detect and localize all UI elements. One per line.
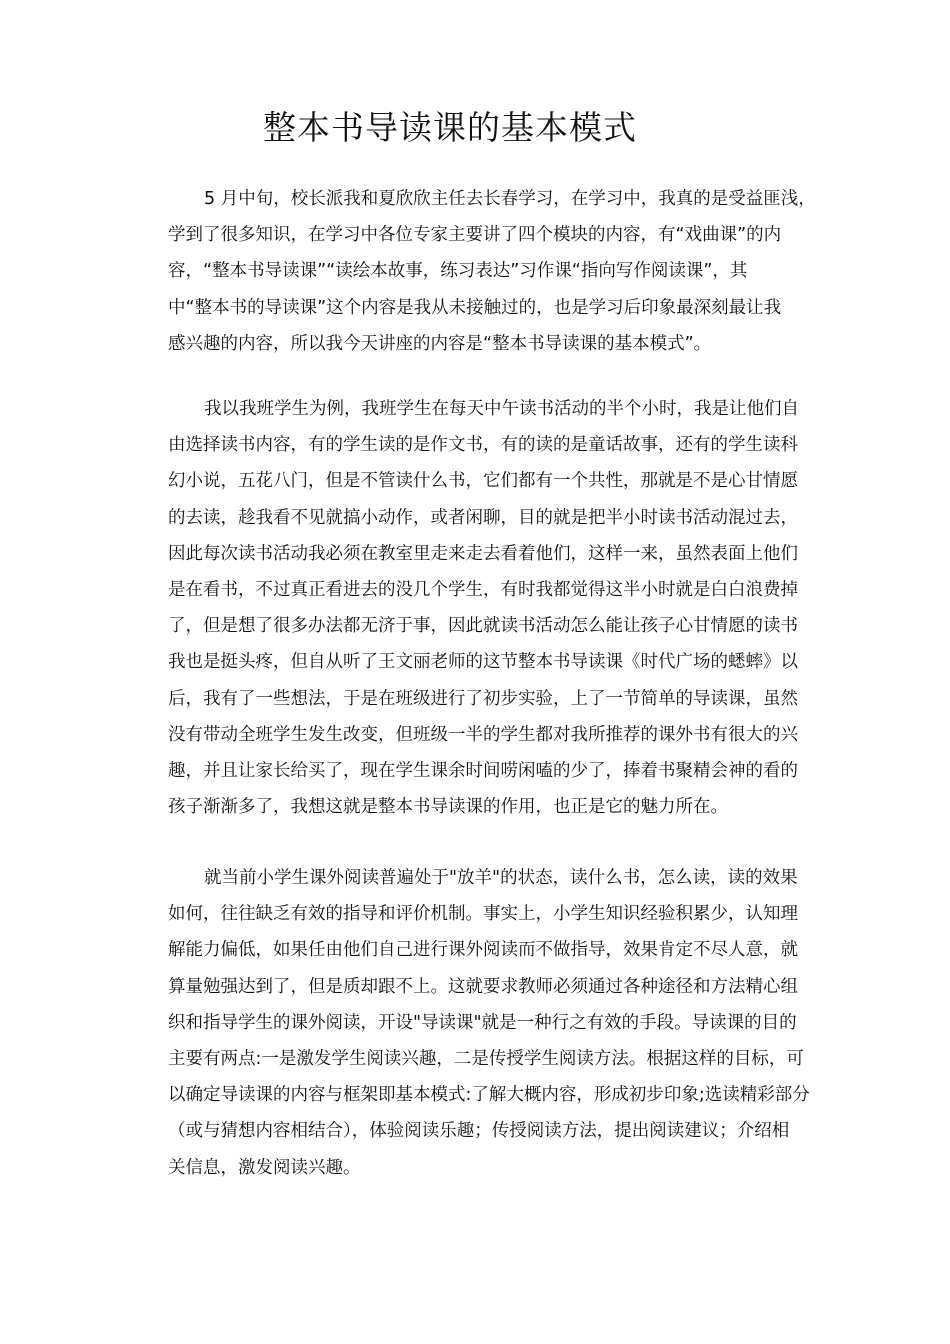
paragraph-line: 趣，并且让家长给买了，现在学生课余时间唠闲嗑的少了，捧着书聚精会神的看的: [168, 760, 798, 781]
paragraph-line: 因此每次读书活动我必须在教室里走来走去看着他们，这样一来，虽然表面上他们: [168, 543, 798, 564]
paragraph-line: 容，“整本书导读课”“读绘本故事，练习表达”习作课“指向写作阅读课”，其: [168, 261, 748, 282]
paragraph-line: 感兴趣的内容，所以我今天讲座的内容是“整本书导读课的基本模式”。: [168, 333, 712, 354]
paragraph-line: 算量勉强达到了，但是质却跟不上。这就要求教师必须通过各种途径和方法精心组: [168, 976, 798, 997]
paragraph-line: 关信息，激发阅读兴趣。: [168, 1157, 361, 1178]
paragraph-line: 5 月中旬，校长派我和夏欣欣主任去长春学习，在学习中，我真的是受益匪浅，: [204, 189, 816, 209]
paragraph-line: 以确定导读课的内容与框架即基本模式:了解大概内容，形成初步印象;选读精彩部分: [168, 1085, 810, 1106]
paragraph-line: 幻小说，五花八门，但是不管读什么书，它们都有一个共性，那就是不是心甘情愿: [168, 471, 798, 492]
paragraph-line: 由选择读书内容，有的学生读的是作文书，有的读的是童话故事，还有的学生读科: [168, 435, 798, 456]
paragraph-line: 学到了很多知识，在学习中各位专家主要讲了四个模块的内容，有“戏曲课”的内: [168, 225, 782, 246]
paragraph-line: 织和指导学生的课外阅读，开设"导读课"就是一种行之有效的手段。导读课的目的: [168, 1012, 797, 1033]
paragraph-line: 后，我有了一些想法，于是在班级进行了初步实验，上了一节简单的导读课，虽然: [168, 688, 798, 709]
paragraph-line: 解能力偏低，如果任由他们自己进行课外阅读而不做指导，效果肯定不尽人意，就: [168, 940, 798, 961]
paragraph-2: [168, 391, 848, 825]
paragraph-3: [168, 860, 848, 1186]
paragraph-line: 了，但是想了很多办法都无济于事，因此就读书活动怎么能让孩子心甘情愿的读书: [168, 616, 798, 637]
paragraph-line: 主要有两点:一是激发学生阅读兴趣，二是传授学生阅读方法。根据这样的目标，可: [168, 1048, 804, 1069]
paragraph-line: 如何，往往缺乏有效的指导和评价机制。事实上，小学生知识经验积累少，认知理: [168, 904, 798, 925]
paragraph-line: 孩子渐渐多了，我想这就是整本书导读课的作用，也正是它的魅力所在。: [168, 797, 728, 818]
paragraph-1: [168, 181, 848, 362]
paragraph-line: 我也是挺头疼，但自从听了王文丽老师的这节整本书导读课《时代广场的蟋蟀》以: [168, 652, 798, 673]
paragraph-line: 没有带动全班学生发生改变，但班级一半的学生都对我所推荐的课外书有很大的兴: [168, 724, 798, 745]
paragraph-line: 我以我班学生为例，我班学生在每天中午读书活动的半个小时，我是让他们自: [204, 399, 799, 419]
paragraph-line: 的去读，趁我看不见就搞小动作，或者闲聊，目的就是把半小时读书活动混过去，: [168, 507, 798, 528]
paragraph-line: 中“整本书的导读课”这个内容是我从未接触过的，也是学习后印象最深刻最让我: [168, 297, 782, 318]
paragraph-line: 是在看书，不过真正看进去的没几个学生，有时我都觉得这半小时就是白白浪费掉: [168, 579, 798, 600]
paragraph-line: 就当前小学生课外阅读普遍处于"放羊"的状态，读什么书，怎么读，读的效果: [204, 868, 798, 888]
page-title: 整本书导读课的基本模式: [263, 108, 637, 147]
paragraph-line: （或与猜想内容相结合），体验阅读乐趣；传授阅读方法，提出阅读建议；介绍相: [168, 1121, 790, 1142]
